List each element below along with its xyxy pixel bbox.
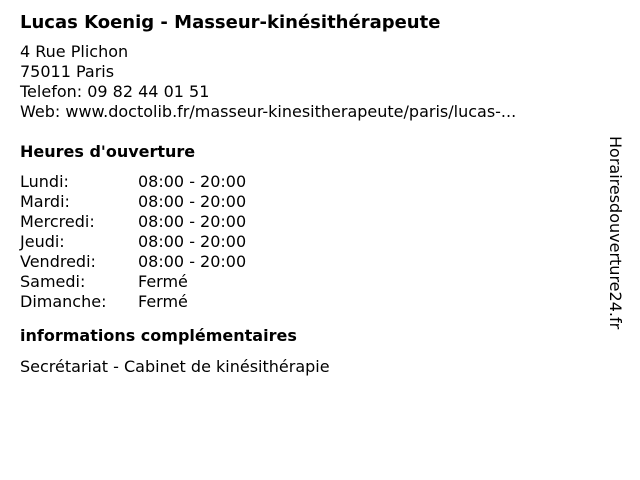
day-label: Jeudi: — [20, 232, 65, 251]
brand-watermark — [598, 136, 630, 372]
phone-line: Telefon: 09 82 44 01 51 — [20, 82, 210, 101]
day-time: 08:00 - 20:00 — [138, 232, 247, 251]
address-street: 4 Rue Plichon — [20, 42, 129, 61]
business-card — [20, 10, 590, 377]
info-text: Secrétariat - Cabinet de kinésithérapie — [20, 357, 330, 376]
address-city: 75011 Paris — [20, 62, 115, 81]
hours-table — [20, 172, 590, 312]
hours-row — [20, 212, 590, 232]
day-label: Lundi: — [20, 172, 69, 191]
hours-row — [20, 292, 590, 312]
day-label: Mercredi: — [20, 212, 95, 231]
day-time: 08:00 - 20:00 — [138, 172, 247, 191]
day-label: Mardi: — [20, 192, 70, 211]
hours-row — [20, 272, 590, 292]
hours-row — [20, 172, 590, 192]
hours-heading: Heures d'ouverture — [20, 142, 196, 161]
address-block — [20, 42, 590, 122]
web-line: Web: www.doctolib.fr/masseur-kinesitherapeute/paris/lucas-... — [20, 102, 517, 121]
business-title: Lucas Koenig - Masseur-kinésithérapeute — [20, 12, 441, 33]
day-time: Fermé — [138, 272, 188, 291]
day-label: Vendredi: — [20, 252, 96, 271]
day-label: Dimanche: — [20, 292, 107, 311]
day-time: Fermé — [138, 292, 188, 311]
day-time: 08:00 - 20:00 — [138, 252, 247, 271]
info-heading: informations complémentaires — [20, 326, 297, 345]
hours-row — [20, 192, 590, 212]
day-time: 08:00 - 20:00 — [138, 192, 247, 211]
brand-label: Horairesdouverture24.fr — [606, 136, 625, 330]
day-label: Samedi: — [20, 272, 86, 291]
hours-row — [20, 252, 590, 272]
day-time: 08:00 - 20:00 — [138, 212, 247, 231]
hours-row — [20, 232, 590, 252]
